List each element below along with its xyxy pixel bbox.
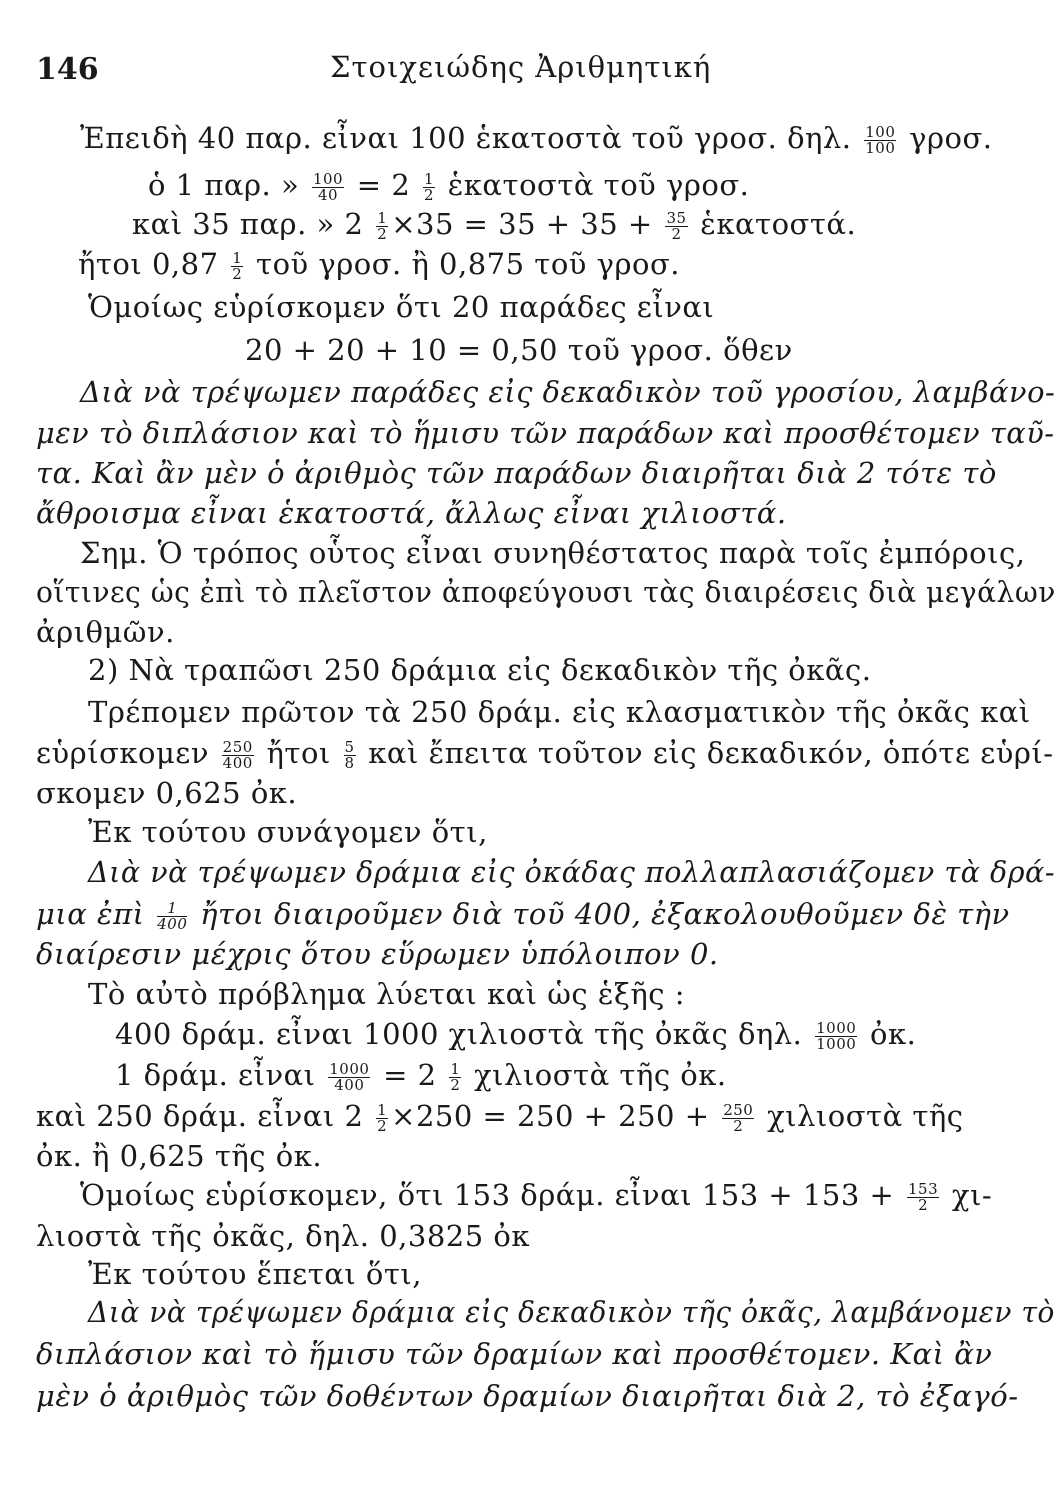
fraction [231,248,243,283]
text-line [36,773,297,813]
text-line [36,1376,1019,1416]
text-run: 400 δράμ. εἶναι 1000 χιλιοστὰ τῆς ὀκᾶς δηλ. [115,1017,813,1051]
fraction-numerator: 35 [666,208,687,227]
text-line [36,1334,992,1374]
text-run: διπλάσιον καὶ τὸ ἥμισυ τῶν δραμίων καὶ προσθέτομεν. Καὶ ἂν [36,1337,993,1371]
text-run: Σημ. Ὁ τρόπος οὗτος εἶναι συνηθέστατος παρὰ τοῖς ἐμπόροις, [80,536,1026,570]
text-run: ἀριθμῶν. [36,615,175,649]
text-run: ×35 = 35 + 35 + [391,207,663,241]
text-line [36,413,1054,453]
text-line [148,165,749,205]
text-run: χιλιοστὰ τῆς [757,1099,964,1133]
text-line [132,204,856,244]
fraction-numerator: 100 [312,169,344,188]
text-line [36,733,1054,773]
text-run: Ὁμοίως εὑρίσκομεν ὅτι 20 παράδες εἶναι [88,290,715,324]
fraction-numerator: 100 [865,122,896,141]
text-line [88,1292,1055,1332]
text-line [115,1014,916,1054]
text-run: χι- [942,1178,993,1212]
page-number: 146 [36,52,99,87]
text-line [115,1055,727,1095]
text-line [36,1216,530,1256]
text-run: Τρέπομεν πρῶτον τὰ 250 δράμ. εἰς κλασματικὸν τῆς ὀκᾶς καὶ [88,695,1031,729]
fraction-denominator: 8 [344,753,355,772]
text-run: ἑκατοστὰ τοῦ γροσ. [438,168,750,202]
text-line [88,692,1031,732]
text-line [36,934,719,974]
text-run: Ἐκ τούτου συνάγομεν ὅτι, [88,815,488,849]
fraction-denominator: 2 [423,185,435,204]
text-run: ἑκατοστά. [690,207,857,241]
fraction-denominator: 2 [377,1116,388,1135]
text-run: Ὁμοίως εὑρίσκομεν, ὅτι 153 δράμ. εἶναι 153 + 153 + [80,1178,905,1212]
text-line [80,533,1025,573]
fraction [328,1059,370,1094]
text-run: εὑρίσκομεν [36,736,219,770]
fraction-numerator: 1 [423,169,435,188]
text-run: Τὸ αὐτὸ πρόβλημα λύεται καὶ ὡς ἑξῆς : [88,977,685,1011]
fraction [423,169,435,204]
fraction-denominator: 40 [317,185,339,204]
text-line [88,650,871,690]
text-run: τοῦ γροσ. ἢ 0,875 τοῦ γροσ. [246,247,680,281]
text-run: γροσ. [899,121,993,155]
text-line [80,118,992,158]
fraction [222,737,254,772]
fraction-numerator: 1 [157,901,187,917]
text-run: ἄθροισμα εἶναι ἑκατοστά, ἄλλως εἶναι χιλιοστά. [36,496,787,530]
text-run: οἵτινες ὡς ἐπὶ τὸ πλεῖστον ἀποφεύγουσι τὰς διαιρέσεις διὰ μεγάλων [36,575,1056,609]
text-line [88,287,714,327]
fraction [344,737,356,772]
text-line [88,852,1055,892]
text-run: χιλιοστὰ τῆς ὀκ. [464,1058,727,1092]
fraction-denominator: 1000 [816,1034,857,1053]
text-line [88,812,488,852]
text-run: Διὰ νὰ τρέψωμεν δράμια εἰς δεκαδικὸν τῆς ὀκᾶς, λαμβάνομεν τὸ [88,1295,1055,1329]
text-line [245,330,793,370]
text-run: Ἐπειδὴ 40 παρ. εἶναι 100 ἑκατοστὰ τοῦ γροσ. δηλ. [80,121,862,155]
fraction [376,1100,388,1135]
fraction-denominator: 2 [918,1195,929,1214]
fraction [864,122,896,157]
text-run: μὲν ὁ ἀριθμὸς τῶν δοθέντων δραμίων διαιρῆται διὰ 2, τὸ ἐξαγό- [36,1379,1019,1413]
fraction-denominator: 2 [733,1116,744,1135]
text-run: = 2 [347,168,420,202]
text-line [36,612,175,652]
text-run: μεν τὸ διπλάσιον καὶ τὸ ἥμισυ τῶν παράδων καὶ προσθέτομεν ταῦ- [36,416,1055,450]
fraction [157,898,188,933]
text-line [36,1096,964,1136]
fraction-numerator: 153 [908,1179,939,1198]
text-run: ἤτοι 0,87 [78,247,229,281]
fraction-numerator: 1000 [816,1018,857,1037]
text-run: ὀκ. [860,1017,917,1051]
fraction-numerator: 1 [377,1100,388,1119]
fraction [815,1018,857,1053]
fraction-numerator: 5 [344,737,355,756]
text-run: ἤτοι διαιροῦμεν διὰ τοῦ 400, ἐξακολουθοῦμεν δὲ τὴν [190,897,1010,931]
fraction-denominator: 2 [377,224,388,243]
fraction [722,1100,754,1135]
text-line [36,493,787,533]
text-line [36,894,1010,934]
fraction-denominator: 400 [334,1075,365,1094]
fraction-denominator: 100 [865,138,896,157]
text-run: μια ἐπὶ [36,897,155,931]
fraction [449,1059,461,1094]
text-line [36,453,997,493]
fraction-denominator: 400 [157,914,188,933]
text-run: Ἐκ τούτου ἕπεται ὅτι, [88,1257,423,1291]
text-run: καὶ ἔπειτα τοῦτον εἰς δεκαδικόν, ὁπότε εὑρί- [358,736,1054,770]
fraction [907,1179,939,1214]
text-run: λιοστὰ τῆς ὀκᾶς, δηλ. 0,3825 ὀκ [36,1219,530,1253]
text-run: καὶ 35 παρ. » 2 [132,207,374,241]
fraction [665,208,687,243]
running-title: Στοιχειώδης Ἀριθμητική [330,50,712,84]
fraction-numerator: 1 [450,1059,461,1078]
text-line [80,1175,992,1215]
text-run: 1 δράμ. εἶναι [115,1058,326,1092]
text-run: καὶ 250 δράμ. εἶναι 2 [36,1099,374,1133]
text-run: ὁ 1 παρ. » [148,168,309,202]
text-run: Διὰ νὰ τρέψωμεν παράδες εἰς δεκαδικὸν τοῦ γροσίου, λαμβάνο- [80,375,1056,409]
fraction-denominator: 400 [222,753,253,772]
text-line [36,572,1056,612]
fraction-denominator: 2 [232,264,243,283]
text-run: Διὰ νὰ τρέψωμεν δράμια εἰς ὀκάδας πολλαπλασιάζομεν τὰ δρά- [88,855,1055,889]
fraction-numerator: 1 [377,208,388,227]
fraction-denominator: 2 [450,1075,461,1094]
text-line [80,372,1055,412]
text-run: ×250 = 250 + 250 + [391,1099,720,1133]
text-run: διαίρεσιν μέχρις ὅτου εὕρωμεν ὑπόλοιπον 0. [36,937,719,971]
text-run: 2) Νὰ τραπῶσι 250 δράμια εἰς δεκαδικὸν τῆς ὀκᾶς. [88,653,872,687]
text-line [88,974,685,1014]
fraction-numerator: 1000 [329,1059,370,1078]
text-run: τα. Καὶ ἂν μὲν ὁ ἀριθμὸς τῶν παράδων διαιρῆται διὰ 2 τότε τὸ [36,456,997,490]
text-run: ἤτοι [256,736,341,770]
fraction [376,208,388,243]
fraction-numerator: 250 [222,737,253,756]
text-run: 20 + 20 + 10 = 0,50 τοῦ γροσ. ὅθεν [245,333,793,367]
text-line [36,1136,322,1176]
fraction-numerator: 1 [232,248,243,267]
text-run: σκομεν 0,625 ὀκ. [36,776,298,810]
text-line [88,1254,422,1294]
fraction-numerator: 250 [723,1100,754,1119]
fraction-denominator: 2 [671,224,682,243]
text-run: ὀκ. ἢ 0,625 τῆς ὀκ. [36,1139,323,1173]
fraction [312,169,344,204]
text-run: = 2 [373,1058,447,1092]
text-line [78,244,680,284]
